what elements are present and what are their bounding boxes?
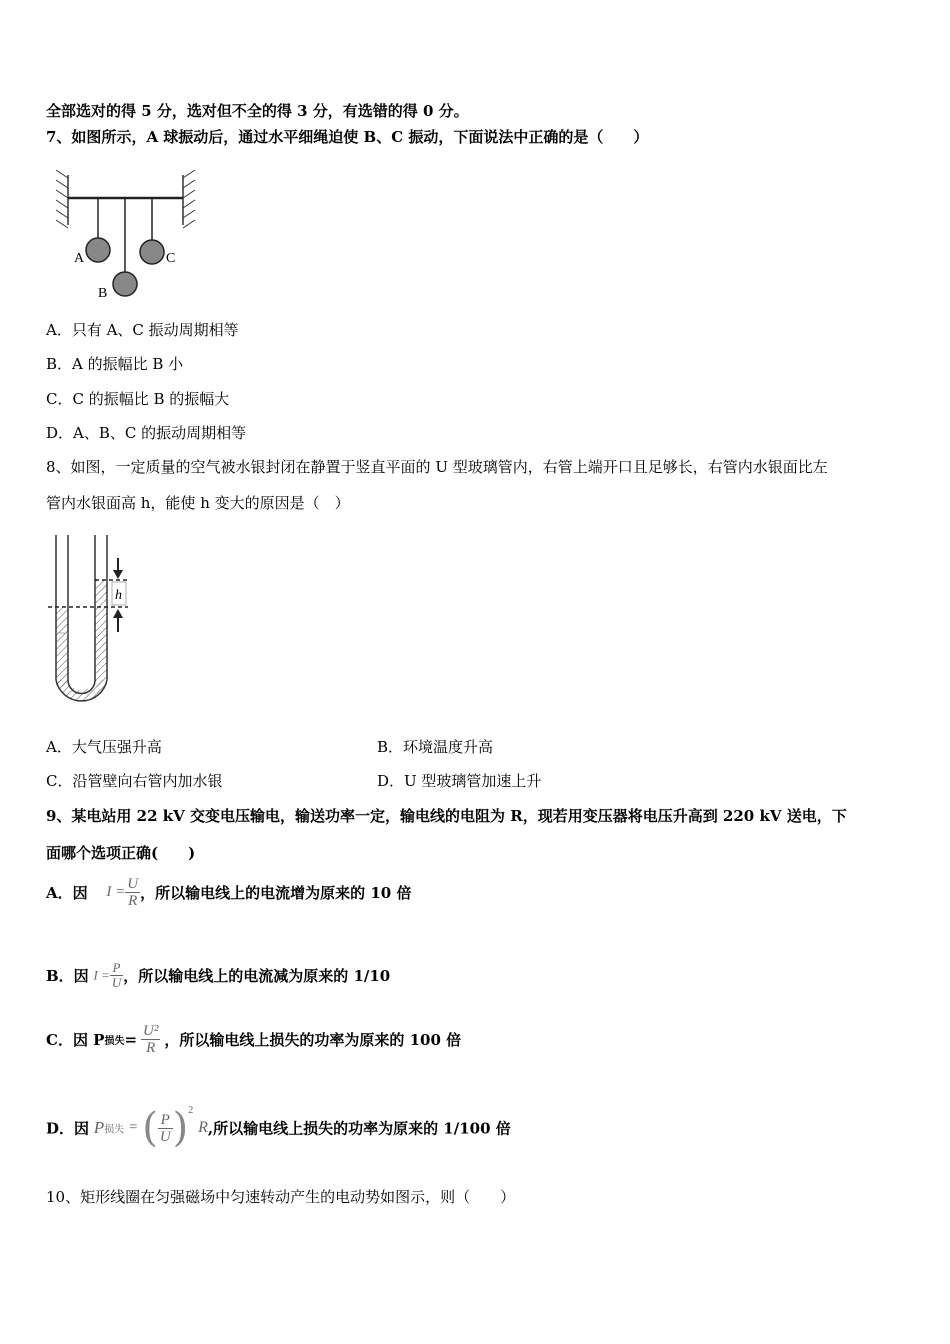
q9-option-a: A．因 I = $\frac{U}{R}$ ，所以输电线上的电流增为原来的 10 倍 — [46, 876, 412, 909]
q9-option-d: D．因 P损失 = ( $\frac{P}{U}$ )$^2$ R,所以输电线上损失的功率为原来的 1/100 倍 — [46, 1105, 511, 1151]
q8-option-b: B．环境温度升高 — [377, 738, 494, 756]
q8-stem-line2: 管内水银面高 h，能使 h 变大的原因是（ ） — [46, 494, 350, 512]
q7-option-c: C．C 的振幅比 B 的振幅大 — [46, 390, 230, 408]
q7-option-d: D．A、B、C 的振动周期相等 — [46, 424, 247, 442]
pendulum-figure — [50, 170, 210, 305]
q9-stem-line2: 面哪个选项正确( ) — [46, 844, 196, 862]
q8-option-a: A．大气压强升高 — [46, 738, 162, 756]
ball-b — [113, 272, 137, 296]
q7-option-a: A．只有 A、C 振动周期相等 — [46, 321, 239, 339]
q9-option-c: C．因 P损失= $\frac{\text{U²}}{R}$ ，所以输电线上损失的功率为原来的 100 倍 — [46, 1023, 462, 1056]
q10-stem: 10、矩形线圈在匀强磁场中匀速转动产生的电动势如图示，则（ ） — [46, 1188, 516, 1206]
label-b: B — [98, 286, 108, 301]
ball-a — [86, 238, 110, 262]
intro-text: 全部选对的得 5 分，选对但不全的得 3 分，有选错的得 0 分。 — [46, 102, 469, 120]
q8-stem-line1: 8、如图，一定质量的空气被水银封闭在静置于竖直平面的 U 型玻璃管内，右管上端开口且足够长，右管内水银面比左 — [46, 458, 828, 476]
q7-stem: 7、如图所示，A 球振动后，通过水平细绳迫使 B、C 振动，下面说法中正确的是（ ） — [46, 128, 649, 146]
label-c: C — [166, 251, 176, 266]
q8-option-d: D．U 型玻璃管加速上升 — [377, 772, 542, 790]
u-tube-figure — [48, 530, 138, 710]
label-a: A — [74, 251, 85, 266]
ball-c — [140, 240, 164, 264]
q9-option-b: B．因 I = $\frac{P}{U}$ ，所以输电线上的电流减为原来的 1/10 — [46, 960, 391, 990]
q7-option-b: B．A 的振幅比 B 小 — [46, 355, 184, 373]
q9-stem-line1: 9、某电站用 22 kV 交变电压输电，输送功率一定，输电线的电阻为 R，现若用变压器将电压升高到 220 kV 送电，下 — [46, 807, 847, 825]
q8-option-c: C．沿管壁向右管内加水银 — [46, 772, 223, 790]
label-h: h — [115, 588, 122, 603]
